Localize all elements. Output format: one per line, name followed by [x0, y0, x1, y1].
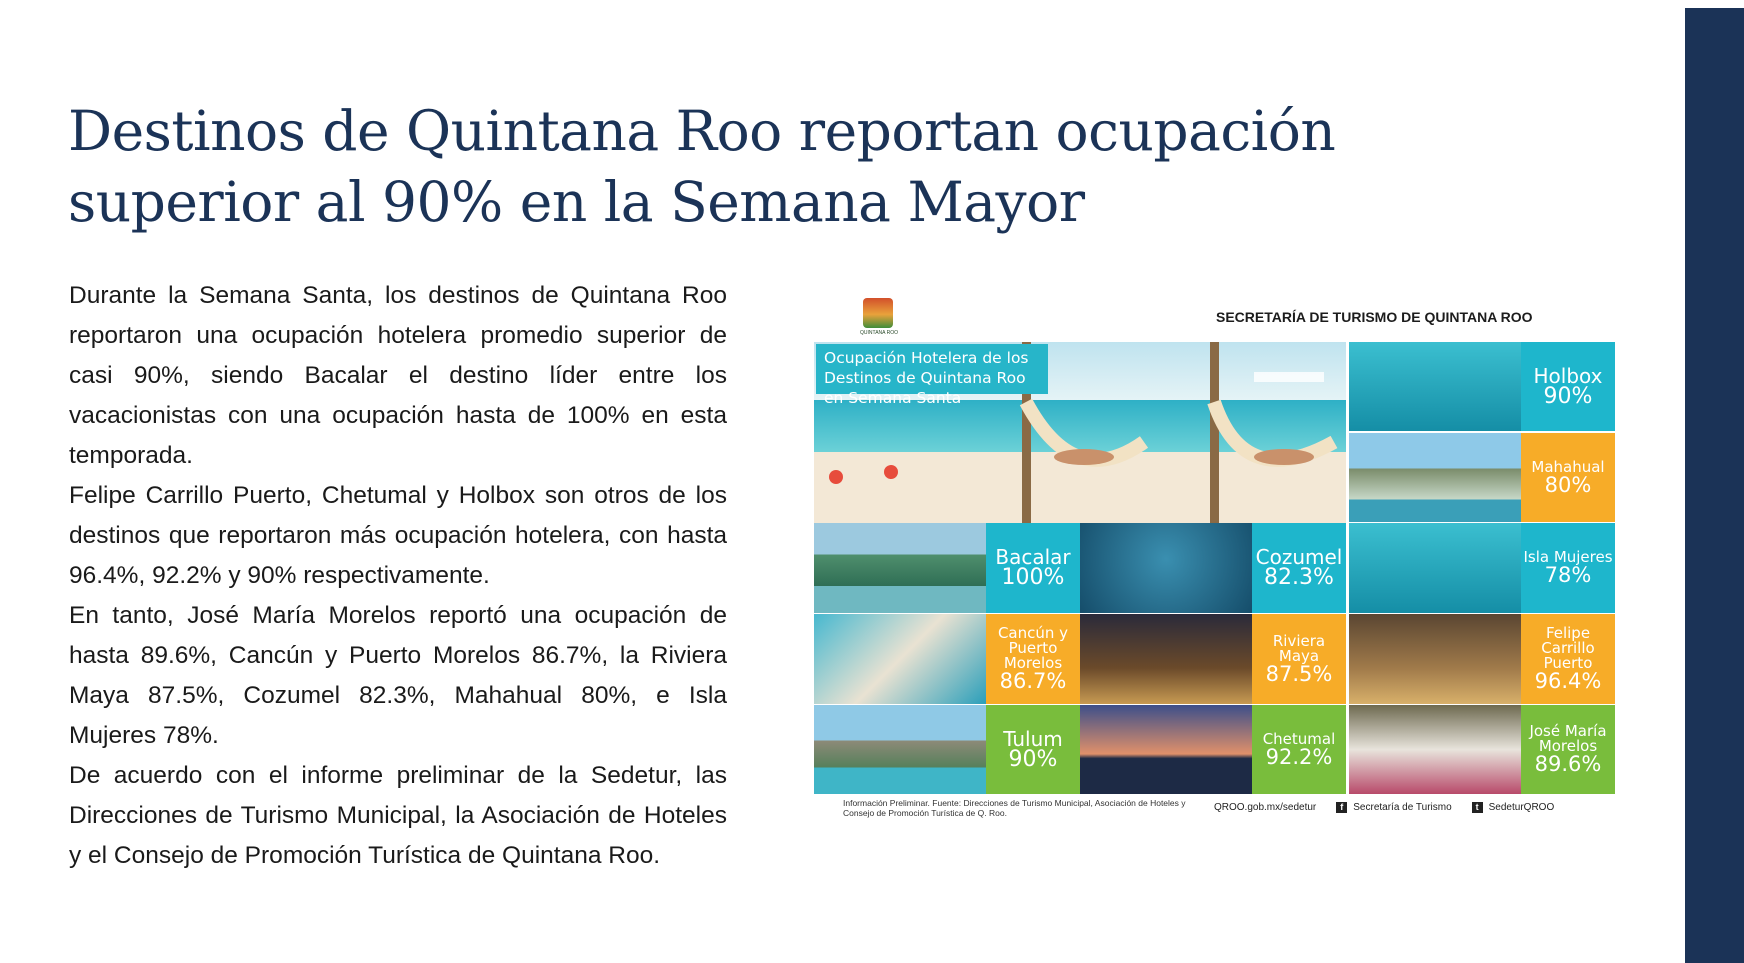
- bacalar-name: Bacalar: [995, 545, 1071, 569]
- mahahual-value: 80%: [1544, 472, 1592, 497]
- chetumal-value: 92.2%: [1265, 744, 1333, 769]
- paragraph-1: Durante la Semana Santa, los destinos de Quintana Roo reportaron una ocupación hotelera promedio superior de casi 90%, siendo Bacalar el destino líder entre los vacacionistas con una ocupación hasta de 100% en esta temporada.: [69, 282, 727, 469]
- seal-caption: QUINTANA ROO: [860, 330, 898, 336]
- isla-mujeres-photo: [1349, 523, 1521, 613]
- twitter-icon: t: [1472, 802, 1483, 813]
- page-title: Destinos de Quintana Roo reportan ocupación superior al 90% en la Semana Mayor: [68, 99, 1336, 234]
- whale-shark-photo: [1349, 342, 1521, 431]
- sunset-bay-photo: [1080, 705, 1252, 794]
- facebook-item: [1336, 802, 1451, 813]
- side-accent-bar: [1685, 8, 1744, 963]
- cancun-name: Cancún y Puerto Morelos: [997, 624, 1069, 672]
- tulum-badge: [986, 705, 1080, 794]
- tulum-value: 90%: [1008, 746, 1058, 772]
- twitter-item: [1472, 802, 1555, 813]
- paragraph-3: En tanto, José María Morelos reportó una ocupación de hasta 89.6%, Cancún y Puerto Morelos 86.7%, la Riviera Maya 87.5%, Cozumel 82.3%, Mahahual 80%, e Isla Mujeres 78%.: [69, 602, 727, 749]
- jose-maria-morelos-name: José María Morelos: [1529, 722, 1607, 755]
- felipe-carrillo-value: 96.4%: [1534, 669, 1602, 693]
- article-body: [69, 276, 727, 876]
- cozumel-name: Cozumel: [1255, 545, 1343, 569]
- infographic-header: SECRETARÍA DE TURISMO DE QUINTANA ROO: [1216, 309, 1533, 325]
- holbox-name: Holbox: [1533, 363, 1603, 388]
- riviera-maya-badge: [1252, 614, 1346, 704]
- riviera-maya-name: Riviera Maya: [1272, 631, 1326, 665]
- quintana-roo-seal-logo: [863, 298, 893, 328]
- infographic-title: Ocupación Hotelera de los Destinos de Quintana Roo en Semana Santa: [816, 344, 1048, 394]
- chetumal-name: Chetumal: [1262, 729, 1336, 748]
- jose-maria-morelos-badge: [1521, 705, 1615, 794]
- twitter-text: SedeturQROO: [1488, 802, 1555, 813]
- footer-links: [1214, 802, 1554, 813]
- felipe-carrillo-name: Felipe Carrillo Puerto: [1541, 624, 1595, 672]
- coral-reef-photo: [1080, 523, 1252, 613]
- website-text: QROO.gob.mx/sedetur: [1214, 802, 1317, 813]
- paragraph-2: Felipe Carrillo Puerto, Chetumal y Holbox son otros de los destinos que reportaron más ocupación hotelera, con hasta 96.4%, 92.2% y 90% respectivamente.: [69, 482, 727, 589]
- paragraph-4: De acuerdo con el informe preliminar de la Sedetur, las Direcciones de Turismo Municipal, la Asociación de Hoteles y el Consejo de Promoción Turística de Quintana Roo.: [69, 762, 727, 869]
- cancun-value: 86.7%: [999, 669, 1067, 693]
- isla-mujeres-name: Isla Mujeres: [1523, 548, 1613, 566]
- cozumel-value: 82.3%: [1264, 565, 1334, 590]
- traditional-women-photo: [1349, 705, 1521, 794]
- destination-grid: [814, 342, 1615, 794]
- infographic-image: [814, 290, 1615, 822]
- facebook-text: Secretaría de Turismo: [1353, 802, 1452, 813]
- isla-mujeres-value: 78%: [1544, 563, 1592, 587]
- jose-maria-morelos-value: 89.6%: [1534, 752, 1602, 776]
- cancun-badge: [986, 614, 1080, 704]
- mahahual-beach-photo: [1349, 433, 1521, 522]
- bacalar-badge: [986, 523, 1080, 613]
- tulum-name: Tulum: [1003, 726, 1063, 751]
- night-street-photo: [1080, 614, 1252, 704]
- tulum-ruins-photo: [814, 705, 986, 794]
- pottery-photo: [1349, 614, 1521, 704]
- beach-hammock-photo: [814, 342, 1346, 523]
- facebook-icon: f: [1336, 802, 1347, 813]
- isla-mujeres-badge: [1521, 523, 1615, 613]
- holbox-value: 90%: [1543, 383, 1593, 409]
- cancun-aerial-photo: [814, 614, 986, 704]
- mahahual-name: Mahahual: [1531, 457, 1605, 476]
- holbox-badge: [1521, 342, 1615, 431]
- felipe-carrillo-badge: [1521, 614, 1615, 704]
- bacalar-photo: [814, 523, 986, 613]
- bacalar-value: 100%: [1001, 565, 1065, 590]
- mahahual-badge: [1521, 433, 1615, 522]
- cozumel-badge: [1252, 523, 1346, 613]
- chetumal-badge: [1252, 705, 1346, 794]
- riviera-maya-value: 87.5%: [1265, 661, 1333, 686]
- source-note: Información Preliminar. Fuente: Direcciones de Turismo Municipal, Asociación de Hoteles y Consejo de Promoción Turística de Q. Roo.: [843, 798, 1186, 818]
